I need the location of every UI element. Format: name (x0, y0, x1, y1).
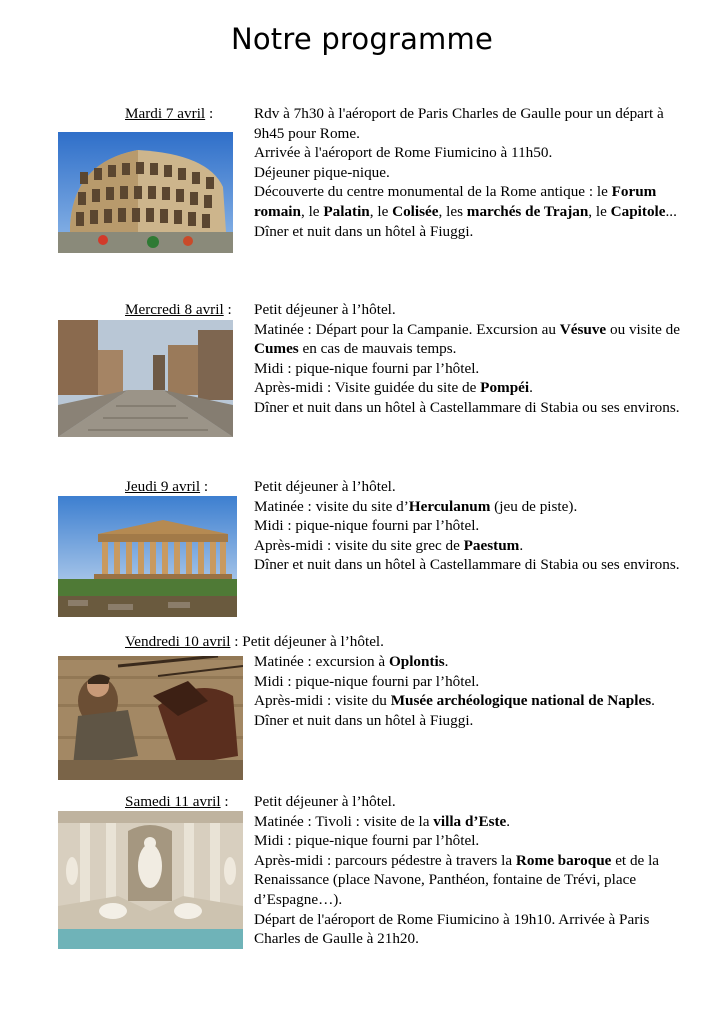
day-label: Jeudi 9 avril (125, 478, 201, 495)
program-line (254, 359, 684, 379)
program-text: ... (665, 202, 677, 220)
program-line (254, 104, 684, 143)
trevi-fountain-photo (58, 811, 243, 949)
program-line (254, 497, 684, 517)
program-text: . (651, 692, 655, 710)
program-text: Après-midi : parcours pédestre à travers la (254, 851, 516, 869)
program-line (254, 851, 684, 910)
program-text: , les (438, 202, 467, 220)
highlight-place: Palatin (323, 202, 370, 220)
program-text: Matinée : Tivoli : visite de la (254, 812, 434, 830)
program-text: Petit déjeuner à l’hôtel. (254, 301, 396, 318)
day-program (254, 104, 684, 241)
program-line (254, 652, 684, 672)
day-program (254, 792, 684, 949)
program-text: Midi : pique-nique fourni par l’hôtel. (254, 672, 480, 690)
day-heading: Mercredi 8 avril : (125, 301, 232, 318)
program-line (254, 398, 684, 418)
program-text: Petit déjeuner à l’hôtel. (254, 793, 396, 810)
program-text: Midi : pique-nique fourni par l’hôtel. (254, 359, 480, 377)
day-heading: Jeudi 9 avril : (125, 478, 209, 495)
day-program (254, 652, 684, 730)
program-text: Matinée : Départ pour la Campanie. Excursion au (254, 320, 560, 338)
paestum-temple-photo (58, 496, 237, 617)
highlight-place: Paestum (463, 536, 520, 554)
pompeii-street-photo (58, 320, 233, 437)
day-program (254, 300, 684, 418)
program-text: Dîner et nuit dans un hôtel à Fiuggi. (254, 711, 474, 729)
highlight-place: Vésuve (559, 320, 607, 338)
highlight-place: Musée archéologique national de Naples (390, 692, 652, 710)
program-text: . (444, 653, 449, 670)
program-line (254, 711, 684, 731)
program-line (254, 300, 684, 320)
program-text: ou visite de (606, 320, 680, 338)
program-line (254, 792, 684, 812)
program-line (254, 672, 684, 692)
program-text: Départ de l'aéroport de Rome Fiumicino à 19h10. Arrivée à Paris Charles de Gaulle à 21h20. (254, 910, 650, 948)
program-line (254, 691, 684, 711)
program-text: Après-midi : Visite guidée du site de (254, 379, 481, 397)
program-text: , le (300, 202, 324, 220)
program-text: , le (588, 202, 611, 220)
day-label: Mercredi 8 avril (125, 301, 224, 318)
program-line (254, 182, 684, 221)
highlight-place: villa d’Este (433, 812, 507, 830)
program-line (254, 910, 684, 949)
program-text: Matinée : visite du site d’ (254, 497, 409, 515)
program-text: Petit déjeuner à l’hôtel. (254, 478, 396, 495)
alexander-mosaic-photo (58, 656, 243, 780)
program-line (254, 555, 684, 575)
highlight-place: Cumes (254, 340, 299, 358)
program-text: . (529, 379, 533, 397)
program-text: Matinée : excursion à (254, 653, 389, 670)
highlight-place: Herculanum (408, 497, 491, 515)
day-program (254, 477, 684, 575)
program-text: Après-midi : visite du (254, 692, 391, 710)
program-line (254, 378, 684, 398)
program-line (254, 477, 684, 497)
program-line (254, 536, 684, 556)
highlight-place: marchés de Trajan (466, 202, 589, 220)
program-line (254, 320, 684, 359)
program-text: Déjeuner pique-nique. (254, 163, 390, 181)
program-text: Dîner et nuit dans un hôtel à Castellammare di Stabia ou ses environs. (254, 398, 680, 416)
program-line (254, 812, 684, 832)
program-text: Arrivée à l'aéroport de Rome Fiumicino à 11h50. (254, 144, 553, 162)
program-text: Découverte du centre monumental de la Rome antique : le (254, 183, 612, 201)
program-text: . (506, 812, 511, 830)
day-heading: Vendredi 10 avril : Petit déjeuner à l’hôtel. (125, 633, 384, 650)
program-line (254, 222, 684, 242)
day-label: Vendredi 10 avril (125, 633, 231, 650)
day-label: Samedi 11 avril (125, 793, 221, 810)
highlight-place: Forum romain (254, 183, 657, 220)
program-text: en cas de mauvais temps. (298, 340, 457, 358)
program-line (254, 516, 684, 536)
highlight-place: Capitole (610, 202, 666, 220)
program-text: Dîner et nuit dans un hôtel à Castellammare di Stabia ou ses environs. (254, 556, 680, 574)
program-text: Rdv à 7h30 à l'aéroport de Paris Charles de Gaulle pour un départ à 9h45 pour Rome. (254, 105, 664, 142)
program-text: Après-midi : visite du site grec de (254, 536, 464, 554)
program-text: Midi : pique-nique fourni par l’hôtel. (254, 517, 480, 535)
highlight-place: Oplontis (388, 653, 445, 670)
highlight-place: Pompéi (480, 379, 530, 397)
program-text: (jeu de piste). (490, 497, 578, 515)
program-text: . (519, 536, 524, 554)
day-heading: Samedi 11 avril : (125, 793, 229, 810)
page-title: Notre programme (230, 22, 494, 56)
highlight-place: Colisée (392, 202, 439, 220)
day-heading: Mardi 7 avril : (125, 105, 214, 122)
program-text: et de la Renaissance (place Navone, Panthéon, fontaine de Trévi, place d’Espagne…). (254, 851, 660, 908)
colosseum-photo (58, 132, 233, 253)
program-line (254, 831, 684, 851)
program-text: Midi : pique-nique fourni par l’hôtel. (254, 832, 480, 850)
program-text: , le (369, 202, 393, 220)
program-line (254, 143, 684, 163)
program-line (254, 163, 684, 183)
day-label: Mardi 7 avril (125, 105, 206, 122)
program-text: Dîner et nuit dans un hôtel à Fiuggi. (254, 222, 474, 240)
highlight-place: Rome baroque (515, 851, 612, 869)
